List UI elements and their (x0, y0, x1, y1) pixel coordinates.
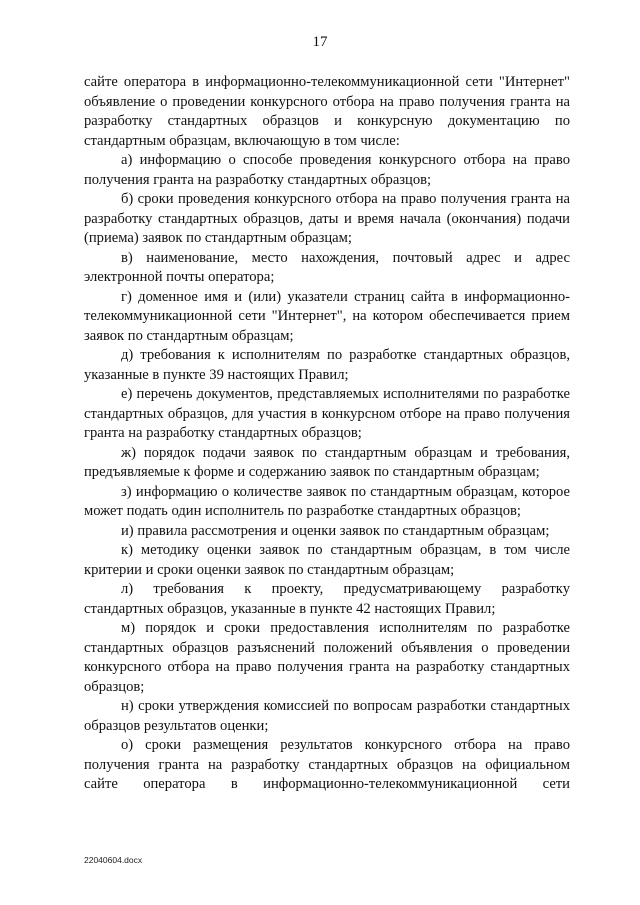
list-item-l: л) требования к проекту, предусматривающему разработку стандартных образцов, указанные в пункте 42 настоящих Правил; (84, 581, 570, 617)
document-footer-code: 22040604.docx (84, 855, 143, 865)
list-item-z: з) информацию о количестве заявок по стандартным образцам, которое может подать один исполнитель по разработке стандартных образцов; (84, 483, 570, 519)
list-item-o: о) сроки размещения результатов конкурсного отбора на право получения гранта на разработку стандартных образцов на официальном сайте оператора в информационно-телекоммуникационной сети (84, 737, 570, 792)
list-item-i: и) правила рассмотрения и оценки заявок по стандартным образцам; (121, 522, 550, 539)
list-item-n: н) сроки утверждения комиссией по вопросам разработки стандартных образцов результатов оценки; (84, 698, 570, 734)
list-item-g: г) доменное имя и (или) указатели страниц сайта в информационно-телекоммуникационной сети "Интернет", на котором обеспечивается прием заявок по стандартным образцам; (84, 288, 570, 344)
paragraph-intro: сайте оператора в информационно-телекоммуникационной сети "Интернет" объявление о проведении конкурсного отбора на право получения гранта на разработку стандартных образцов и конкурсную документацию по стандартным образцам, включающую в том числе: (84, 74, 570, 149)
list-item-zh: ж) порядок подачи заявок по стандартным образцам и требования, предъявляемые к форме и содержанию заявок по стандартным образцам; (84, 444, 570, 480)
document-body (84, 73, 570, 795)
list-item-m: м) порядок и сроки предоставления исполнителям по разработке стандартных образцов разъяснений положений объявления о проведении конкурсного отбора на право получения гранта на разработку стандартных образцов; (84, 620, 570, 695)
page-number: 17 (312, 34, 328, 50)
list-item-k: к) методику оценки заявок по стандартным образцам, в том числе критерии и сроки оценки заявок по стандартным образцам; (84, 542, 570, 578)
list-item-b: б) сроки проведения конкурсного отбора на право получения гранта на разработку стандартных образцов, даты и время начала (окончания) подачи (приема) заявок по стандартным образцам; (84, 191, 570, 246)
list-item-a: а) информацию о способе проведения конкурсного отбора на право получения гранта на разработку стандартных образцов; (84, 152, 570, 188)
list-item-d: д) требования к исполнителям по разработке стандартных образцов, указанные в пункте 39 настоящих Правил; (84, 347, 570, 383)
list-item-e: е) перечень документов, представляемых исполнителями по разработке стандартных образцов, для участия в конкурсном отборе на право получения гранта на разработку стандартных образцов; (84, 386, 570, 441)
list-item-v: в) наименование, место нахождения, почтовый адрес и адрес электронной почты оператора; (84, 249, 570, 285)
